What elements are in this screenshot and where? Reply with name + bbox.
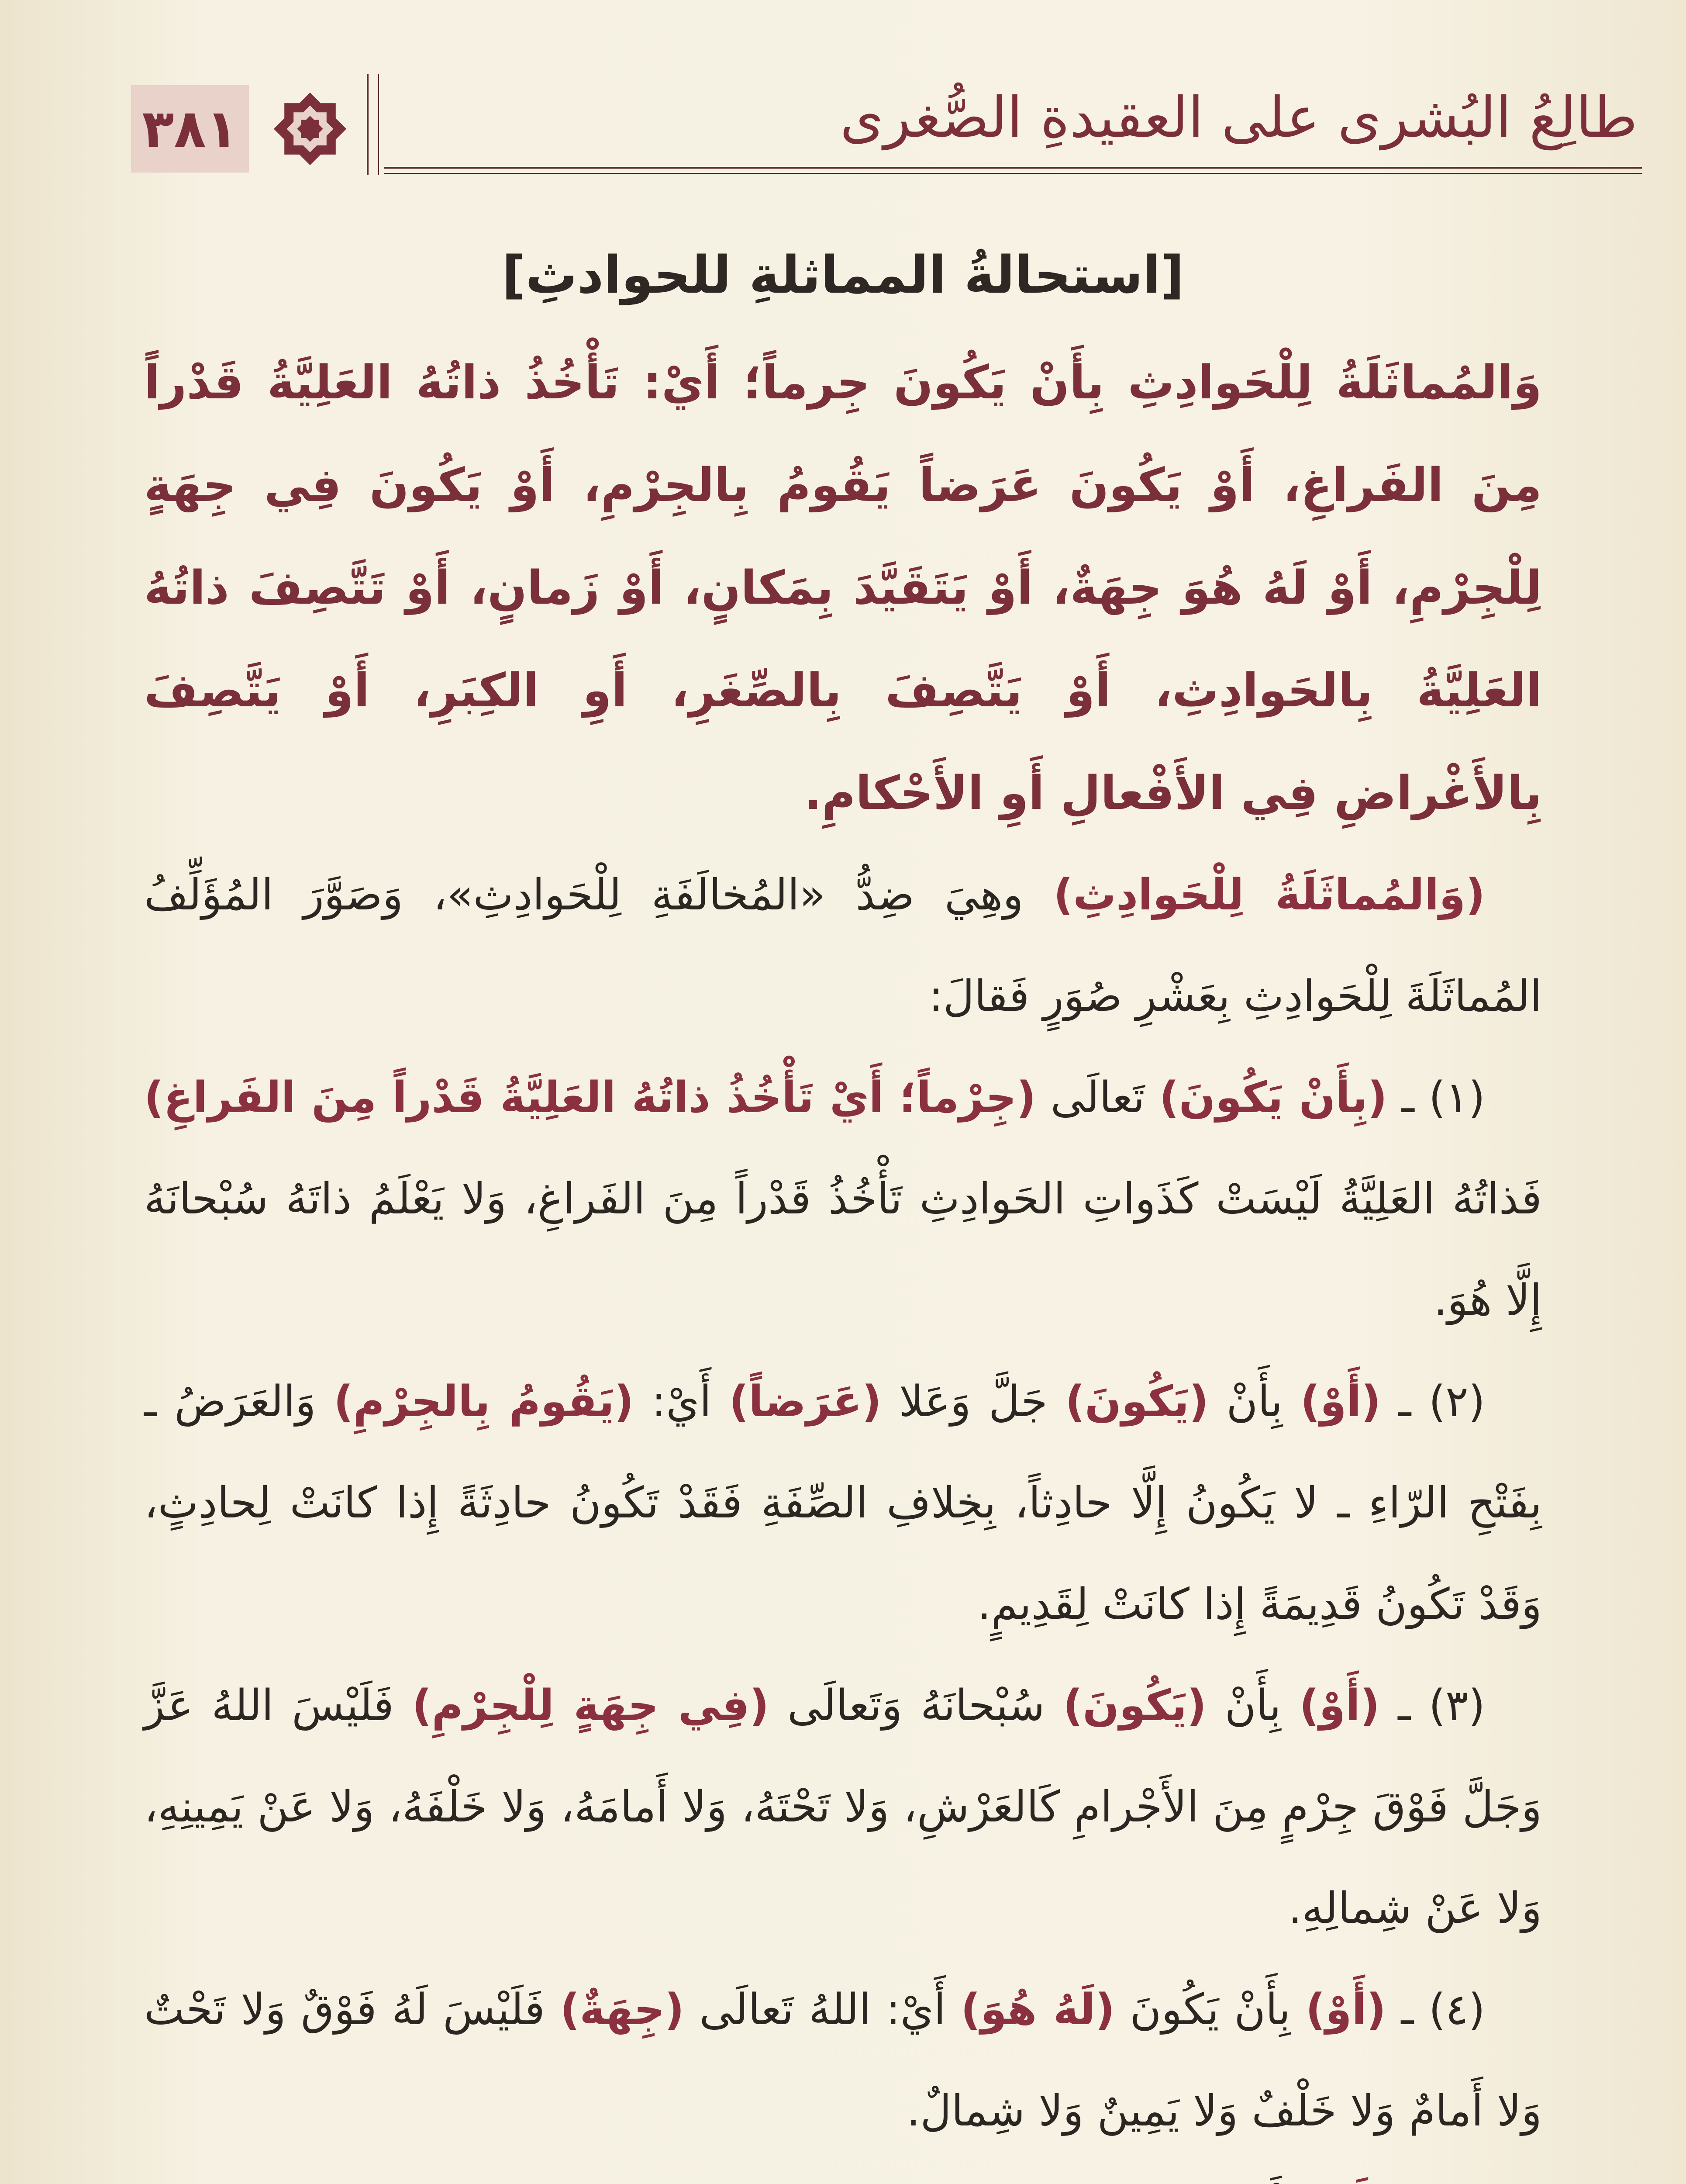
commentary-text: فَلَيْسَ لَهُ فَوْقٌ وَلا تَحْتٌ وَلا أَمامٌ وَلا خَلْفٌ وَلا يَمِينٌ وَلا شِمالٌ.	[144, 1985, 1542, 2136]
matn-quote: (يَكُونَ)	[1063, 1681, 1207, 1731]
matn-quote: (أَوْ)	[1299, 1681, 1380, 1731]
matn-text: وَالمُماثَلَةُ لِلْحَوادِثِ بِأَنْ يَكُونَ جِرماً؛ أَيْ: تَأْخُذُ ذاتُهُ العَلِيَّةُ قَدْراً مِنَ الفَراغِ، أَوْ يَكُونَ عَرَضاً يَقُومُ بِالجِرْمِ، أَوْ يَكُونَ فِي جِهَةٍ لِلْجِرْمِ، أَوْ لَهُ هُوَ جِهَةٌ، أَوْ يَتَقَيَّدَ بِمَكانٍ، أَوْ زَمانٍ، أَوْ تَتَّصِفَ ذاتُهُ العَلِيَّةُ بِالحَوادِثِ، أَوْ يَتَّصِفَ بِالصِّغَرِ، أَوِ الكِبَرِ، أَوْ يَتَّصِفَ بِالأَغْراضِ فِي الأَفْعالِ أَوِ الأَحْكامِ.	[144, 356, 1542, 820]
matn-quote: (يَقُومُ بِالجِرْمِ)	[334, 1377, 634, 1427]
matn-quote: (أَوْ)	[1300, 1377, 1381, 1427]
matn-quote: (عَرَضاً)	[729, 1377, 882, 1427]
matn-quote: (وَالمُماثَلَةُ لِلْحَوادِثِ)	[1053, 870, 1485, 920]
matn-quote: (جِهَةٌ)	[560, 1985, 684, 2035]
commentary-paragraph	[144, 844, 1542, 1047]
commentary-text: (١) ـ	[1387, 1073, 1485, 1123]
page-content	[144, 245, 1542, 2184]
commentary	[144, 844, 1542, 2184]
matn-quote: (لَهُ هُوَ)	[961, 1985, 1115, 2035]
commentary-text: بِأَنْ	[1206, 1681, 1300, 1731]
commentary-text: سُبْحانَهُ وَتَعالَى	[769, 1681, 1063, 1731]
matn-quote: (يَكُونَ)	[1065, 1377, 1209, 1427]
commentary-text: وَالعَرَضُ ـ بِفَتْحِ الرّاءِ ـ لا يَكُونُ إِلَّا حادِثاً، بِخِلافِ الصِّفَةِ فَقَدْ تَكُونُ حادِثَةً إِذا كانَتْ لِحادِثٍ، وَقَدْ تَكُونُ قَدِيمَةً إِذا كانَتْ لِقَدِيمٍ.	[144, 1377, 1542, 1629]
page-number-box	[131, 85, 249, 173]
commentary-text: (٣) ـ	[1379, 1681, 1486, 1731]
commentary-text: جَلَّ وَعَلا	[881, 1377, 1065, 1427]
commentary-text: تَعالَى	[1036, 1073, 1159, 1123]
commentary-text: أَيْ:	[634, 1377, 729, 1427]
commentary-text: بِأَنْ	[1208, 1377, 1300, 1427]
header-horizontal-rule	[384, 167, 1642, 174]
commentary-text: وهِيَ ضِدُّ «المُخالَفَةِ لِلْحَوادِثِ»، وَصَوَّرَ المُؤَلِّفُ المُماثَلَةَ لِلْحَوادِثِ بِعَشْرِ صُوَرٍ فَقالَ:	[144, 870, 1542, 1021]
matn-quote: (أَوْ)	[1305, 1985, 1386, 2035]
running-title: طالِعُ البُشرى على العقيدةِ الصُّغرى	[840, 85, 1638, 150]
commentary-text: (٤) ـ	[1386, 1985, 1485, 2035]
commentary-paragraph	[144, 2162, 1542, 2184]
commentary-text: فَذاتُهُ العَلِيَّةُ لَيْسَتْ كَذَواتِ الحَوادِثِ تَأْخُذُ قَدْراً مِنَ الفَراغِ، وَلا يَعْلَمُ ذاتَهُ سُبْحانَهُ إِلَّا هُوَ.	[144, 1174, 1542, 1325]
commentary-paragraph	[144, 1351, 1542, 1655]
commentary-paragraph	[144, 1959, 1542, 2162]
commentary-text: (٢) ـ	[1381, 1377, 1486, 1427]
matn-quote: (فِي جِهَةٍ لِلْجِرْمِ)	[412, 1681, 769, 1731]
commentary-paragraph	[144, 1655, 1542, 1959]
commentary-text: فَلَيْسَ اللهُ عَزَّ وَجَلَّ فَوْقَ جِرْمٍ مِنَ الأَجْرامِ كَالعَرْشِ، وَلا تَحْتَهُ، وَلا أَمامَهُ، وَلا خَلْفَهُ، وَلا عَنْ يَمِينِهِ، وَلا عَنْ شِمالِهِ.	[144, 1681, 1542, 1933]
octagram-ornament-icon	[264, 83, 356, 175]
page-number: ٣٨١	[142, 98, 238, 159]
matn-quote: (جِرْماً؛ أَيْ تَأْخُذُ ذاتُهُ العَلِيَّةُ قَدْراً مِنَ الفَراغِ)	[144, 1073, 1036, 1123]
commentary-text: أَيْ: اللهُ تَعالَى	[684, 1985, 961, 2035]
commentary-paragraph	[144, 1047, 1542, 1351]
matn-quote: (بِأَنْ يَكُونَ)	[1159, 1073, 1387, 1123]
commentary-text: بِأَنْ يَكُونَ	[1115, 1985, 1306, 2035]
header-vertical-rule	[367, 74, 379, 175]
page-header	[131, 74, 1642, 192]
section-title: [استحالةُ المماثلةِ للحوادثِ]	[502, 245, 1184, 305]
